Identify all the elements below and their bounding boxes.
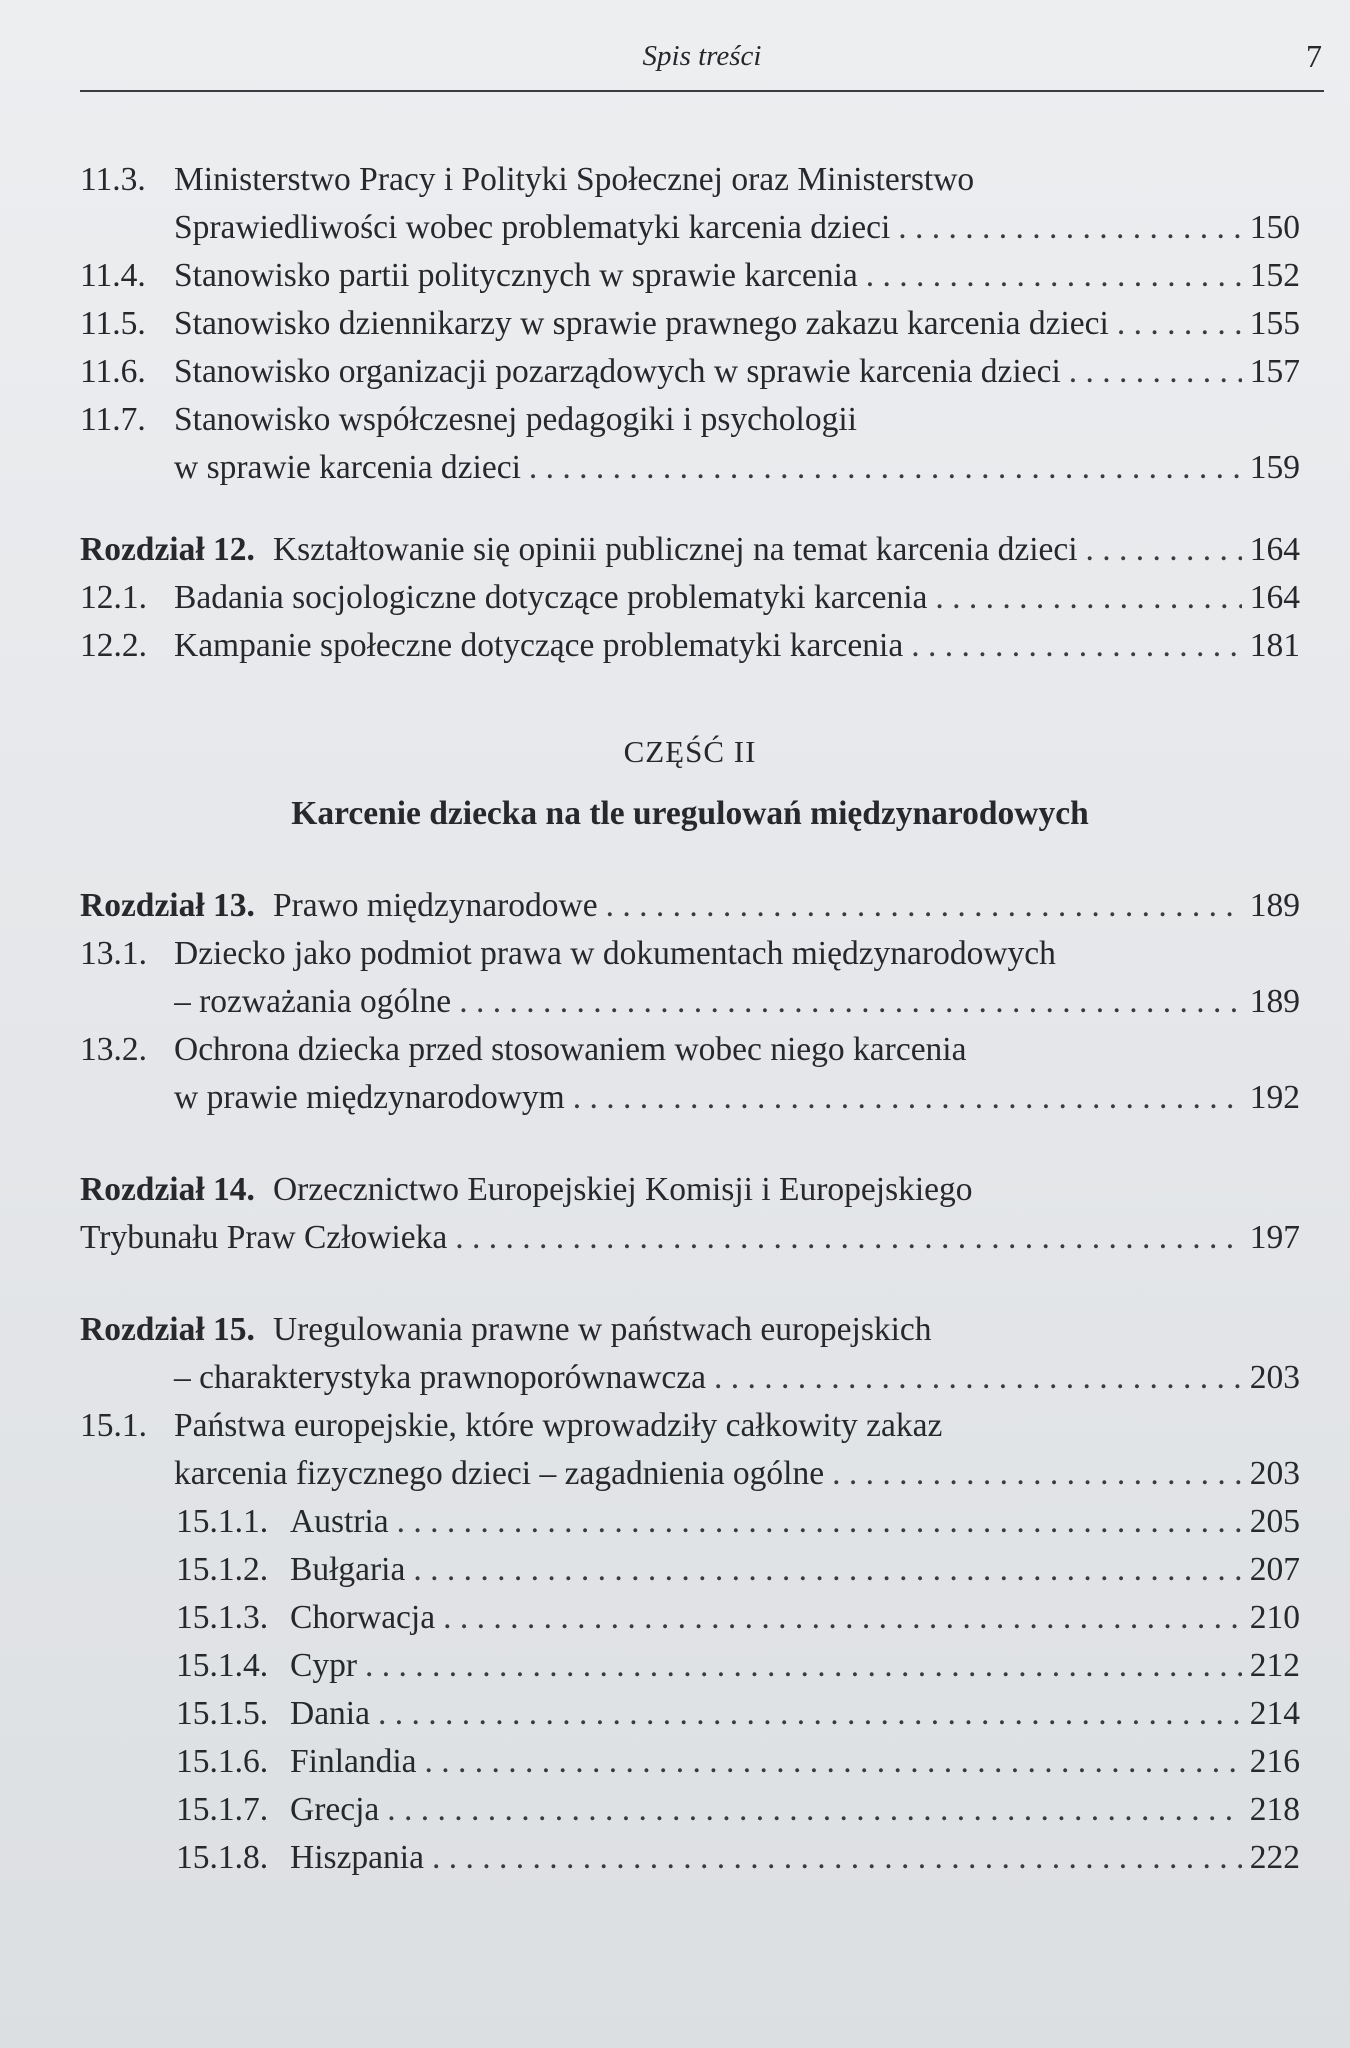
- entry-title-line: Stanowisko współczesnej pedagogiki i psychologii: [174, 401, 857, 438]
- leader-dots: [898, 204, 1241, 252]
- entry-title-line: – rozważania ogólne: [174, 983, 452, 1020]
- entry-number: 15.1.1.: [176, 1503, 269, 1540]
- entry-title-line: Finlandia: [290, 1743, 417, 1780]
- entry-title-line: Grecja: [290, 1791, 380, 1828]
- entry-title-line: Ochrona dziecka przed stosowaniem wobec niego karcenia: [174, 1031, 967, 1068]
- spacer: [80, 492, 1300, 526]
- entry-number: 15.1.7.: [176, 1791, 269, 1828]
- leader-dots: [413, 1546, 1241, 1594]
- leader-dots: [1086, 526, 1242, 574]
- leader-dots: [832, 1450, 1242, 1498]
- entry-page: 152: [1249, 257, 1300, 294]
- chapter-title-line: – charakterystyka prawnoporównawcza: [174, 1359, 707, 1396]
- entry-number: 12.2.: [80, 627, 147, 664]
- leader-dots: [397, 1498, 1242, 1546]
- toc-entry-11-7: [80, 396, 1300, 492]
- toc-subentry-15-1-5: [80, 1690, 1300, 1738]
- entry-number: 15.1.8.: [176, 1839, 269, 1876]
- entry-page: 205: [1249, 1503, 1300, 1540]
- toc-entry-12-2: [80, 622, 1300, 670]
- entry-page: 197: [1249, 1219, 1300, 1256]
- entry-title-line: Stanowisko partii politycznych w sprawie karcenia: [174, 257, 858, 294]
- entry-page: 207: [1249, 1551, 1300, 1588]
- leader-dots: [378, 1690, 1242, 1738]
- leader-dots: [365, 1642, 1242, 1690]
- entry-number: 15.1.6.: [176, 1743, 269, 1780]
- entry-title-line: Stanowisko dziennikarzy w sprawie prawnego zakazu karcenia dzieci: [174, 305, 1109, 342]
- toc-subentry-15-1-7: [80, 1786, 1300, 1834]
- entry-number: 15.1.4.: [176, 1647, 269, 1684]
- leader-dots: [459, 978, 1242, 1026]
- entry-number: 13.1.: [80, 935, 147, 972]
- entry-page: 189: [1249, 887, 1300, 924]
- chapter-number: Rozdział 13.: [80, 887, 255, 924]
- leader-dots: [866, 252, 1242, 300]
- leader-dots: [432, 1834, 1242, 1882]
- entry-number: 12.1.: [80, 579, 147, 616]
- entry-page: 192: [1249, 1079, 1300, 1116]
- toc-subentry-15-1-4: [80, 1642, 1300, 1690]
- entry-number: 15.1.3.: [176, 1599, 269, 1636]
- entry-number: 11.3.: [80, 161, 146, 198]
- entry-page: 164: [1249, 579, 1300, 616]
- toc-entry-11-5: [80, 300, 1300, 348]
- entry-title-line: Dania: [290, 1695, 370, 1732]
- toc-entry-13-1: [80, 930, 1300, 1026]
- toc-entry-11-3: [80, 156, 1300, 252]
- entry-title-line: Stanowisko organizacji pozarządowych w sprawie karcenia dzieci: [174, 353, 1061, 390]
- entry-page: 157: [1249, 353, 1300, 390]
- entry-title-line: Kampanie społeczne dotyczące problematyki karcenia: [174, 627, 904, 664]
- entry-title-line: Austria: [290, 1503, 389, 1540]
- entry-page: 150: [1249, 209, 1300, 246]
- leader-dots: [911, 622, 1242, 670]
- entry-title-line: Hiszpania: [290, 1839, 424, 1876]
- entry-page: 216: [1249, 1743, 1300, 1780]
- chapter-title-line: Trybunału Praw Człowieka: [80, 1219, 448, 1256]
- chapter-title: Uregulowania prawne w państwach europejskich: [272, 1311, 932, 1348]
- entry-page: 155: [1249, 305, 1300, 342]
- entry-page: 210: [1249, 1599, 1300, 1636]
- entry-page: 203: [1249, 1359, 1300, 1396]
- entry-number: 15.1.2.: [176, 1551, 269, 1588]
- toc-entry-11-4: [80, 252, 1300, 300]
- entry-title-line: w prawie międzynarodowym: [174, 1079, 565, 1116]
- running-title: Spis treści: [642, 40, 762, 72]
- toc-chapter-14: [80, 1166, 1300, 1262]
- toc-entry-11-6: [80, 348, 1300, 396]
- toc-entry-12-1: [80, 574, 1300, 622]
- chapter-title: Prawo międzynarodowe: [272, 887, 598, 924]
- page-number: 7: [1306, 38, 1322, 74]
- entry-number: 11.6.: [80, 353, 146, 390]
- table-of-contents: [80, 156, 1300, 1882]
- toc-subentry-15-1-2: [80, 1546, 1300, 1594]
- leader-dots: [529, 444, 1242, 492]
- entry-title-line: Ministerstwo Pracy i Polityki Społecznej oraz Ministerstwo: [174, 161, 975, 198]
- leader-dots: [573, 1074, 1242, 1122]
- toc-subentry-15-1-8: [80, 1834, 1300, 1882]
- chapter-number: Rozdział 14.: [80, 1171, 255, 1208]
- toc-chapter-15: [80, 1306, 1300, 1402]
- entry-page: 218: [1249, 1791, 1300, 1828]
- entry-page: 222: [1249, 1839, 1300, 1876]
- chapter-title: Orzecznictwo Europejskiej Komisji i Europejskiego: [272, 1171, 973, 1208]
- leader-dots: [606, 882, 1242, 930]
- leader-dots: [387, 1786, 1241, 1834]
- toc-entry-15-1: [80, 1402, 1300, 1498]
- toc-chapter-13: [80, 882, 1300, 930]
- toc-subentry-15-1-3: [80, 1594, 1300, 1642]
- leader-dots: [935, 574, 1241, 622]
- entry-page: 189: [1249, 983, 1300, 1020]
- toc-entry-13-2: [80, 1026, 1300, 1122]
- entry-number: 11.5.: [80, 305, 146, 342]
- entry-number: 15.1.: [80, 1407, 147, 1444]
- spacer: [80, 1262, 1300, 1306]
- entry-title-line: Sprawiedliwości wobec problematyki karcenia dzieci: [174, 209, 891, 246]
- toc-subentry-15-1-6: [80, 1738, 1300, 1786]
- entry-number: 13.2.: [80, 1031, 147, 1068]
- entry-number: 11.7.: [80, 401, 146, 438]
- toc-chapter-12: [80, 526, 1300, 574]
- running-header: [80, 36, 1324, 92]
- entry-page: 159: [1249, 449, 1300, 486]
- toc-subentry-15-1-1: [80, 1498, 1300, 1546]
- entry-title-line: Państwa europejskie, które wprowadziły całkowity zakaz: [174, 1407, 943, 1444]
- entry-title-line: w sprawie karcenia dzieci: [174, 449, 521, 486]
- leader-dots: [455, 1214, 1242, 1262]
- spacer: [80, 838, 1300, 882]
- entry-number: 11.4.: [80, 257, 146, 294]
- chapter-number: Rozdział 12.: [80, 531, 255, 568]
- part-label: CZĘŚĆ II: [623, 734, 757, 769]
- leader-dots: [425, 1738, 1242, 1786]
- leader-dots: [714, 1354, 1242, 1402]
- entry-title-line: Cypr: [290, 1647, 357, 1684]
- entry-page: 164: [1249, 531, 1300, 568]
- entry-number: 15.1.5.: [176, 1695, 269, 1732]
- entry-title-line: Badania socjologiczne dotyczące problematyki karcenia: [174, 579, 928, 616]
- entry-title-line: Dziecko jako podmiot prawa w dokumentach międzynarodowych: [174, 935, 1056, 972]
- entry-page: 212: [1249, 1647, 1300, 1684]
- leader-dots: [1117, 300, 1242, 348]
- entry-title-line: Bułgaria: [290, 1551, 406, 1588]
- entry-title-line: Chorwacja: [290, 1599, 436, 1636]
- chapter-number: Rozdział 15.: [80, 1311, 255, 1348]
- leader-dots: [443, 1594, 1242, 1642]
- entry-title-line: karcenia fizycznego dzieci – zagadnienia ogólne: [174, 1455, 825, 1492]
- spacer: [80, 1122, 1300, 1166]
- chapter-title: Kształtowanie się opinii publicznej na temat karcenia dzieci: [272, 531, 1078, 568]
- leader-dots: [1069, 348, 1242, 396]
- part-title: Karcenie dziecka na tle uregulowań międzynarodowych: [291, 795, 1089, 832]
- entry-page: 214: [1249, 1695, 1300, 1732]
- entry-page: 203: [1249, 1455, 1300, 1492]
- entry-page: 181: [1249, 627, 1300, 664]
